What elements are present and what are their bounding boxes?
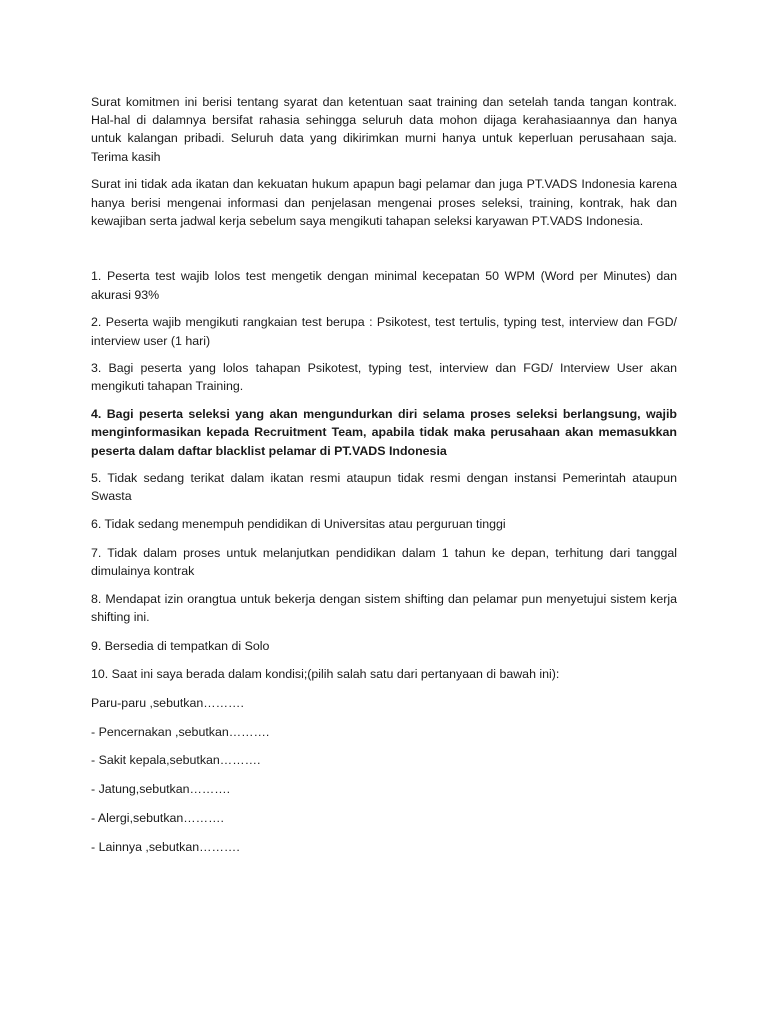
- condition-item-other: - Lainnya ,sebutkan……….: [91, 839, 240, 854]
- condition-item-digestion: - Pencernakan ,sebutkan……….: [91, 724, 270, 739]
- requirement-item-3: 3. Bagi peserta yang lolos tahapan Psikotest, typing test, interview dan FGD/ Interview User akan mengikuti tahapan Training.: [91, 361, 677, 394]
- intro-paragraph-legal-disclaimer: Surat ini tidak ada ikatan dan kekuatan hukum apapun bagi pelamar dan juga PT.VADS Indonesia karena hanya berisi mengenai informasi dan penjelasan mengenai proses seleksi, training, kontrak, hak dan kewajiban serta jadwal kerja sebelum saya mengikuti tahapan seleksi karyawan PT.VADS Indonesia.: [91, 177, 677, 228]
- condition-item-allergy: - Alergi,sebutkan……….: [91, 810, 224, 825]
- requirement-item-2: 2. Peserta wajib mengikuti rangkaian test berupa : Psikotest, test tertulis, typing test, interview dan FGD/ interview user (1 hari): [91, 315, 677, 348]
- condition-item-lungs: Paru-paru ,sebutkan……….: [91, 696, 244, 711]
- intro-paragraph-confidentiality: Surat komitmen ini berisi tentang syarat dan ketentuan saat training dan setelah tanda tangan kontrak. Hal-hal di dalamnya bersifat rahasia sehingga seluruh data mohon dijaga kerahasiaannya dan hanya untuk kalangan pribadi. Seluruh data yang dikirimkan murni hanya untuk keperluan perusahaan saja. Terima kasih: [91, 95, 677, 164]
- requirement-item-8: 8. Mendapat izin orangtua untuk bekerja dengan sistem shifting dan pelamar pun menyetujui sistem kerja shifting ini.: [91, 591, 677, 624]
- requirement-item-5: 5. Tidak sedang terikat dalam ikatan resmi ataupun tidak resmi dengan instansi Pemerintah ataupun Swasta: [91, 471, 677, 504]
- requirement-item-10: 10. Saat ini saya berada dalam kondisi;(pilih salah satu dari pertanyaan di bawah ini):: [91, 667, 560, 682]
- section-spacer: [91, 239, 677, 267]
- condition-item-heart: - Jatung,sebutkan……….: [91, 782, 231, 797]
- requirement-item-4-bold: 4. Bagi peserta seleksi yang akan mengundurkan diri selama proses seleksi berlangsung, wajib menginformasikan kepada Recruitment Team, apabila tidak maka perusahaan akan memasukkan peserta dalam daftar blacklist pelamar di PT.VADS Indonesia: [91, 407, 677, 458]
- condition-item-headache: - Sakit kepala,sebutkan……….: [91, 753, 261, 768]
- requirement-item-1: 1. Peserta test wajib lolos test mengetik dengan minimal kecepatan 50 WPM (Word per Minutes) dan akurasi 93%: [91, 269, 677, 302]
- requirement-item-6: 6. Tidak sedang menempuh pendidikan di Universitas atau perguruan tinggi: [91, 517, 506, 532]
- requirement-item-9: 9. Bersedia di tempatkan di Solo: [91, 638, 270, 653]
- requirement-item-7: 7. Tidak dalam proses untuk melanjutkan pendidikan dalam 1 tahun ke depan, terhitung dari tanggal dimulainya kontrak: [91, 545, 677, 579]
